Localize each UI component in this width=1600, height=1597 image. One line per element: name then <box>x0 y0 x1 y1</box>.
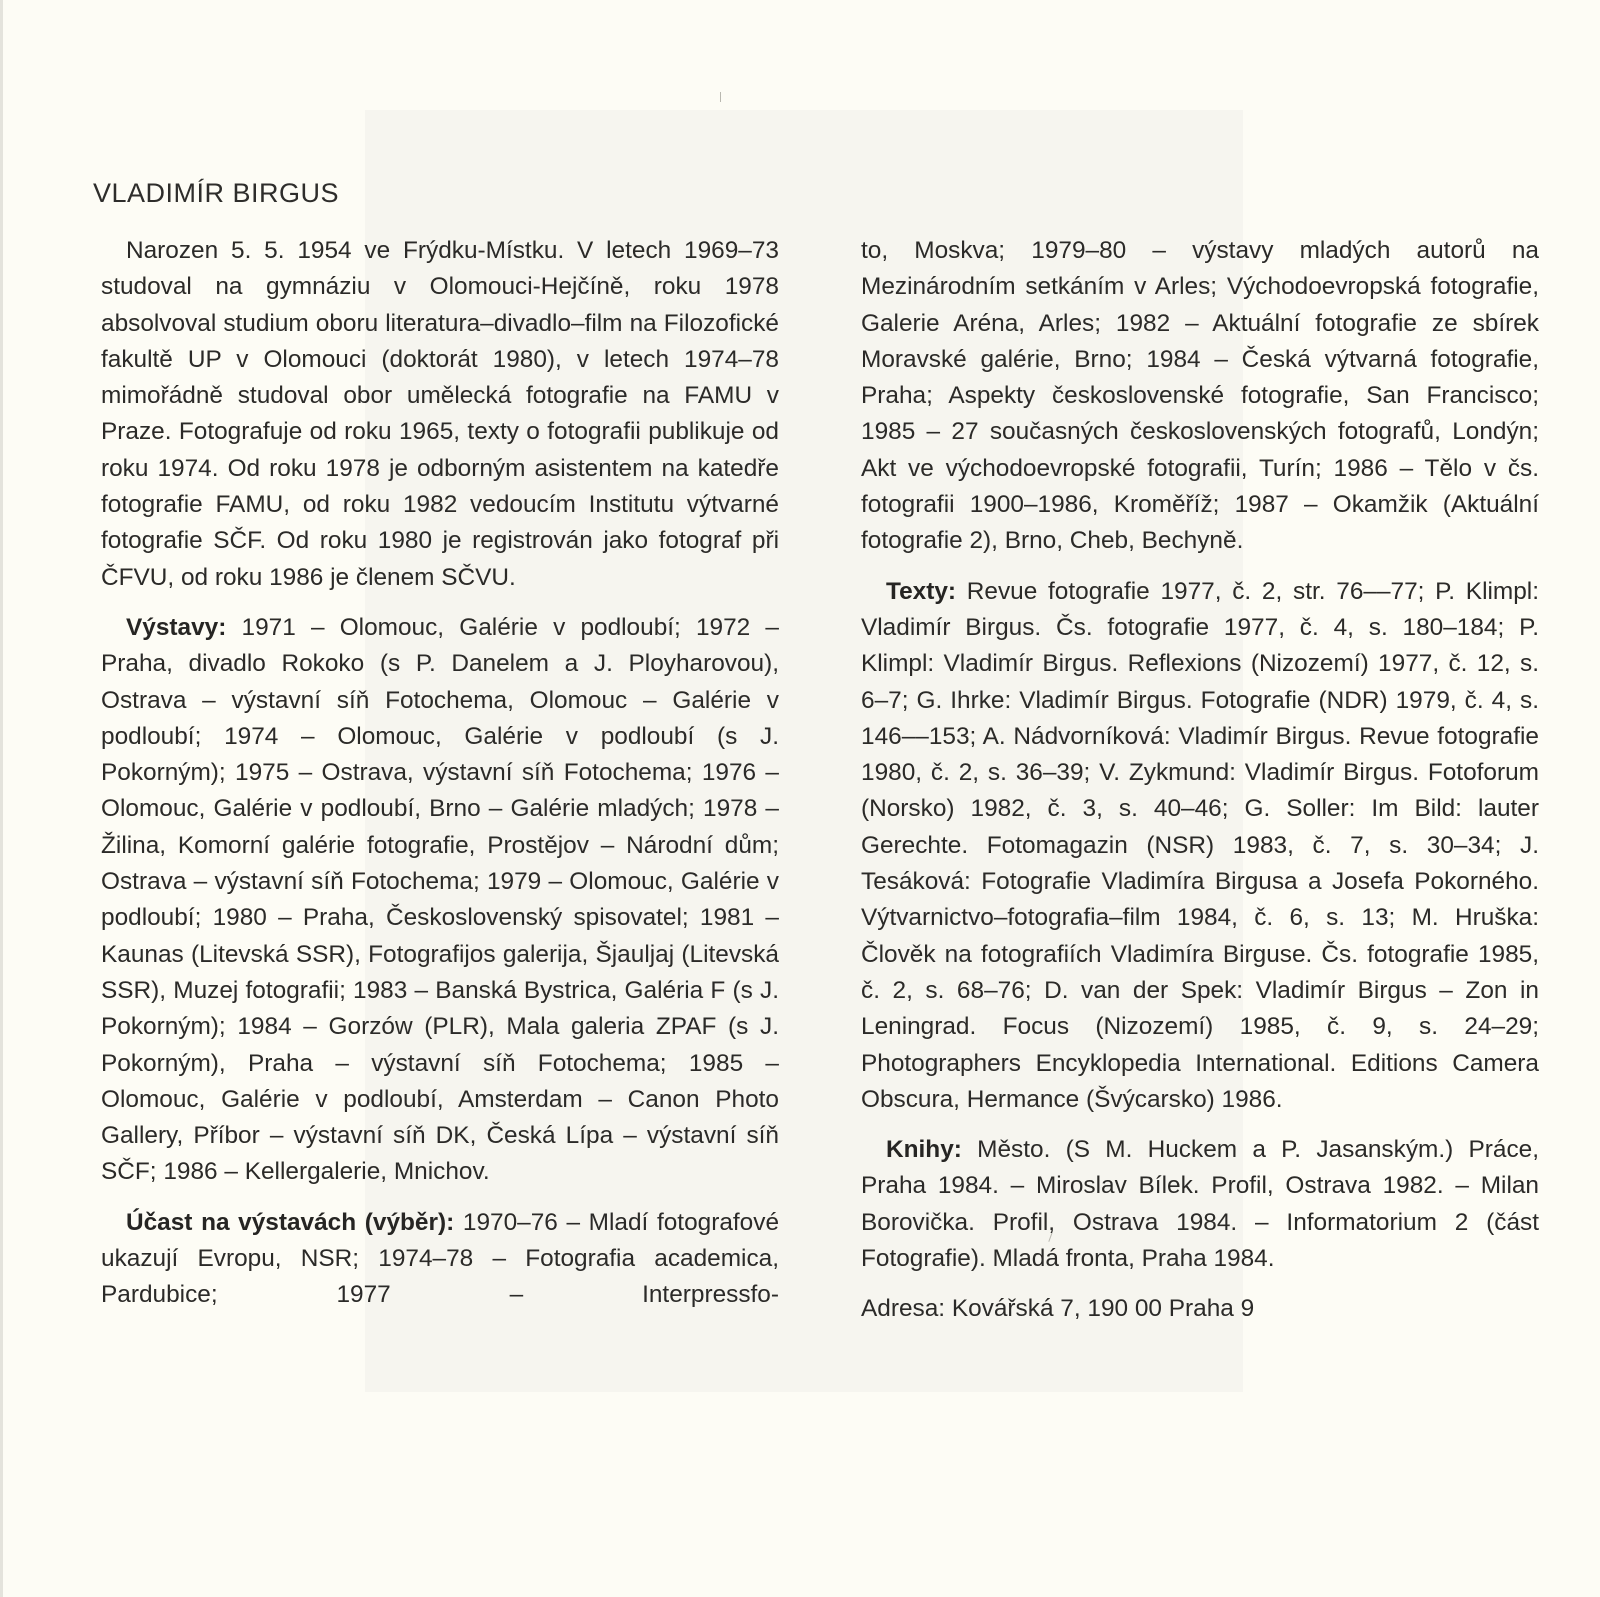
group-exhibitions-paragraph <box>101 1205 779 1314</box>
address-line: Adresa: Kovářská 7, 190 00 Praha 9 <box>861 1295 1255 1323</box>
books-label: Knihy: <box>886 1136 962 1164</box>
texts-label: Texty: <box>886 577 957 605</box>
group-exhibitions-continued: to, Moskva; 1979–80 – výstavy mladých autorů na Mezinárodním setkáním v Arles; Východoevropská fotografie, Galerie Aréna, Arles; 1982 – Aktuální fotografie ze sbírek Moravské galérie, Brno; 1984 – Česká výtvarná fotografie, Praha; Aspekty československé fotografie, San Francisco; 1985 – 27 současných československých fotografů, Londýn; Akt ve východoevropské fotografii, Turín; 1986 – Tělo v čs. fotografii 1900–1986, Kroměříž; 1987 – Okamžik (Aktuální fotografie 2), Brno, Cheb, Bechyně. <box>861 237 1539 555</box>
group-exhibitions-text: 1970–76 – Mladí fotografové ukazují Evropu, NSR; 1974–78 – Fotografia academica, Pardubice; 1977 – Interpressfo- <box>101 1208 780 1309</box>
books-paragraph <box>861 1132 1539 1277</box>
paper-speck <box>720 92 721 102</box>
exhibitions-text: 1971 – Olomouc, Galérie v podloubí; 1972 – Praha, divadlo Rokoko (s P. Danelem a J. Ployharovou), Ostrava – výstavní síň Fotochema, Olomouc – Galérie v podloubí; 1974 – Olomouc, Galérie v podloubí (s J. Pokorným); 1975 – Ostrava, výstavní síň Fotochema; 1976 – Olomouc, Galérie v podloubí, Brno – Galérie mladých; 1978 – Žilina, Komorní galérie fotografie, Prostějov – Národní dům; Ostrava – výstavní síň Fotochema; 1979 – Olomouc, Galérie v podloubí; 1980 – Praha, Československý spisovatel; 1981 – Kaunas (Litevská SSR), Fotografijos galerija, Šjauljaj (Litevská SSR), Muzej fotografii; 1983 – Banská Bystrica, Galéria F (s J. Pokorným); 1984 – Gorzów (PLR), Mala galeria ZPAF (s J. Pokorným), Praha – výstavní síň Fotochema; 1985 – Olomouc, Galérie v podloubí, Amsterdam – Canon Photo Gallery, Příbor – výstavní síň DK, Česká Lípa – výstavní síň SČF; 1986 – Kellergalerie, Mnichov. <box>101 613 779 1186</box>
biography-paragraph: Narozen 5. 5. 1954 ve Frýdku-Místku. V letech 1969–73 studoval na gymnáziu v Olomouci-Hejčíně, roku 1978 absolvoval studium oboru literatura–divadlo–film na Filozofické fakultě UP v Olomouci (doktorát 1980), v letech 1974–78 mimořádně studoval obor umělecká fotografie na FAMU v Praze. Fotografuje od roku 1965, texty o fotografii publikuje od roku 1974. Od roku 1978 je odborným asistentem na katedře fotografie FAMU, od roku 1982 vedoucím Institutu výtvarné fotografie SČF. Od roku 1980 je registrován jako fotograf při ČFVU, od roku 1986 je členem SČVU. <box>101 237 779 591</box>
right-column <box>861 233 1539 1342</box>
left-column <box>101 233 779 1328</box>
page-edge <box>0 0 3 1597</box>
exhibitions-label: Výstavy: <box>126 613 227 641</box>
texts-paragraph <box>861 574 1539 1118</box>
page-title: VLADIMÍR BIRGUS <box>93 178 340 208</box>
exhibitions-paragraph <box>101 610 779 1191</box>
group-exhibitions-label: Účast na výstavách (výběr): <box>126 1208 455 1236</box>
texts-text: Revue fotografie 1977, č. 2, str. 76––77; P. Klimpl: Vladimír Birgus. Čs. fotografie 1977, č. 4, s. 180–184; P. Klimpl: Vladimír Birgus. Reflexions (Nizozemí) 1977, č. 12, s. 6–7; G. Ihrke: Vladimír Birgus. Fotografie (NDR) 1979, č. 4, s. 146––153; A. Nádvorníková: Vladimír Birgus. Revue fotografie 1980, č. 2, s. 36–39; V. Zykmund: Vladimír Birgus. Fotoforum (Norsko) 1982, č. 3, s. 40–46; G. Soller: Im Bild: lauter Gerechte. Fotomagazin (NSR) 1983, č. 7, s. 30–34; J. Tesáková: Fotografie Vladimíra Birgusa a Josefa Pokorného. Výtvarnictvo–fotografia–film 1984, č. 6, s. 13; M. Hruška: Člověk na fotografiích Vladimíra Birguse. Čs. fotografie 1985, č. 2, s. 68–76; D. van der Spek: Vladimír Birgus – Zon in Leningrad. Focus (Nizozemí) 1985, č. 9, s. 24–29; Photographers Encyklopedia International. Editions Camera Obscura, Hermance (Švýcarsko) 1986. <box>861 577 1539 1113</box>
books-text: Město. (S M. Huckem a P. Jasanským.) Práce, Praha 1984. – Miroslav Bílek. Profil, Ostrava 1982. – Milan Borovička. Profil, Ostrava 1984. – Informatorium 2 (část Fotografie). Mladá fronta, Praha 1984. <box>861 1136 1539 1273</box>
